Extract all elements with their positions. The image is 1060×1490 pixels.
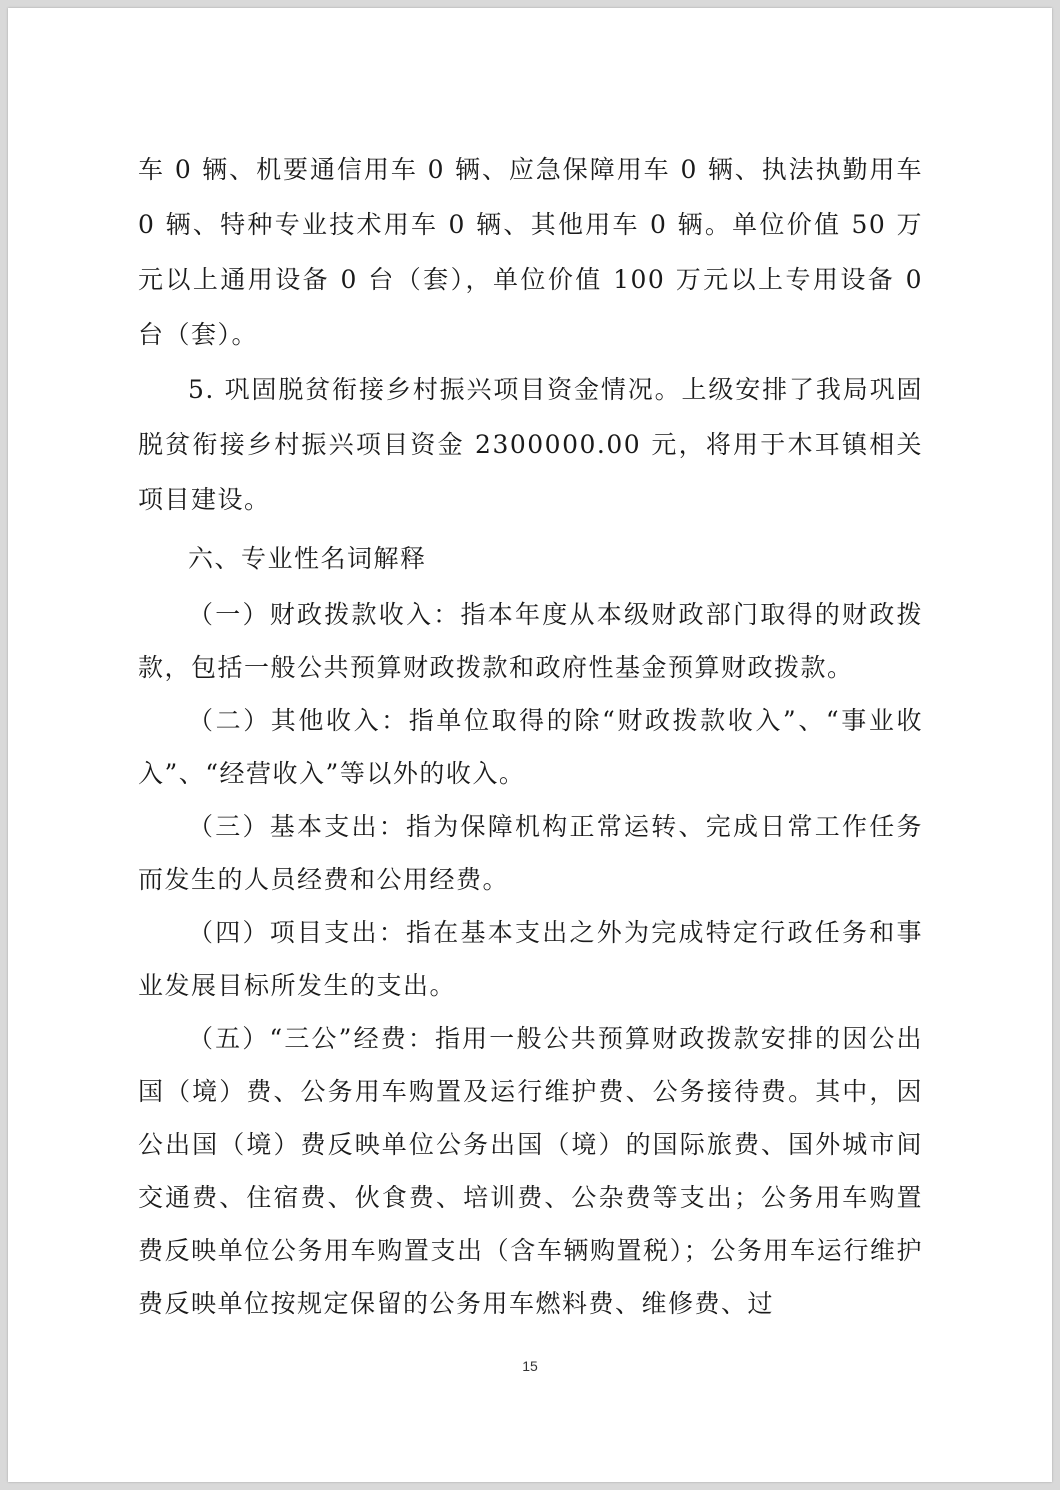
paragraph-vehicles: 车 0 辆、机要通信用车 0 辆、应急保障用车 0 辆、执法执勤用车 0 辆、特种专业技术用车 0 辆、其他用车 0 辆。单位价值 50 万元以上通用设备 0 台（套），单位价值 100 万元以上专用设备 0 台（套）。 <box>138 155 923 349</box>
term-fiscal-appropriation-income: （一）财政拨款收入：指本年度从本级财政部门取得的财政拨款，包括一般公共预算财政拨款和政府性基金预算财政拨款。 <box>138 600 923 682</box>
page-number: 15 <box>522 1358 538 1374</box>
term-project-expenditure: （四）项目支出：指在基本支出之外为完成特定行政任务和事业发展目标所发生的支出。 <box>138 918 923 1000</box>
term-other-income: （二）其他收入：指单位取得的除“财政拨款收入”、“事业收入”、“经营收入”等以外的收入。 <box>138 706 923 788</box>
paragraph-rural-revitalization-funds: 5. 巩固脱贫衔接乡村振兴项目资金情况。上级安排了我局巩固脱贫衔接乡村振兴项目资金 2300000.00 元，将用于木耳镇相关项目建设。 <box>138 375 923 514</box>
term-basic-expenditure: （三）基本支出：指为保障机构正常运转、完成日常工作任务而发生的人员经费和公用经费。 <box>138 812 923 894</box>
document-page <box>8 8 1052 1482</box>
term-three-public-expenses: （五）“三公”经费：指用一般公共预算财政拨款安排的因公出国（境）费、公务用车购置及运行维护费、公务接待费。其中，因公出国（境）费反映单位公务出国（境）的国际旅费、国外城市间交通费、住宿费、伙食费、培训费、公杂费等支出；公务用车购置费反映单位公务用车购置支出（含车辆购置税）；公务用车运行维护费反映单位按规定保留的公务用车燃料费、维修费、过 <box>138 1024 923 1318</box>
document-body <box>138 142 923 1330</box>
section-heading-terms: 六、专业性名词解释 <box>188 544 427 573</box>
